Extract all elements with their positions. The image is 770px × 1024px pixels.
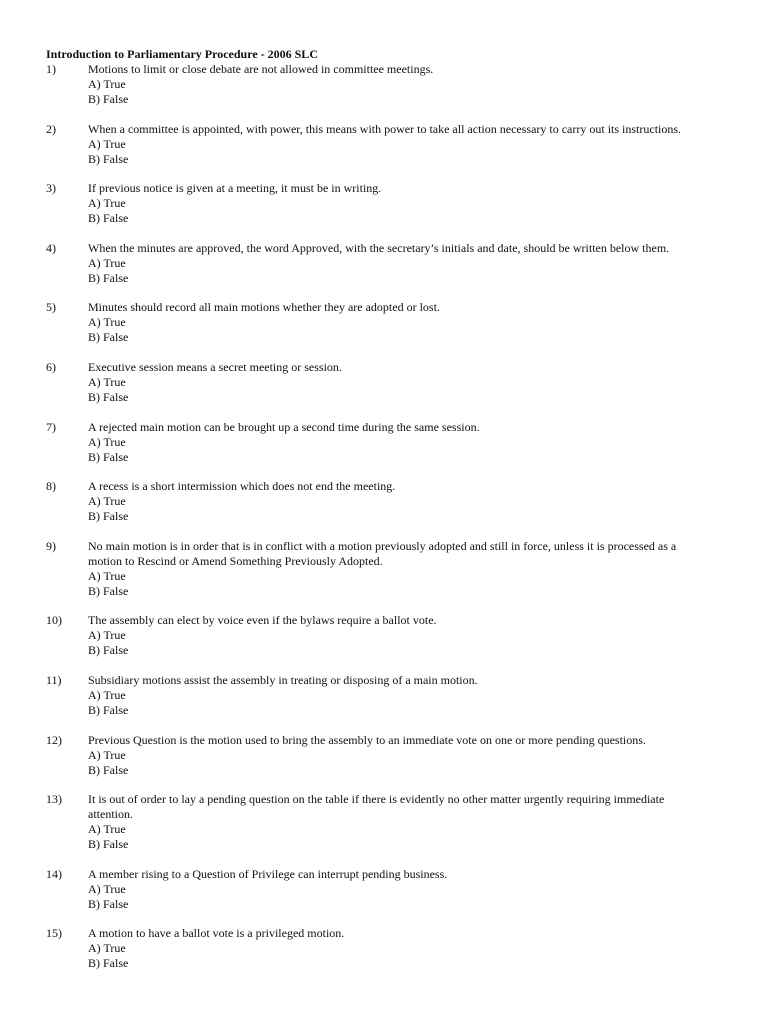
question-item bbox=[46, 673, 770, 718]
option-false: B) False bbox=[88, 702, 129, 717]
question-list bbox=[46, 62, 770, 971]
question-number: 9) bbox=[46, 538, 56, 553]
option-false: B) False bbox=[88, 270, 129, 285]
question-item bbox=[46, 867, 770, 912]
question-text: Subsidiary motions assist the assembly in treating or disposing of a main motion. bbox=[88, 672, 478, 687]
question-number: 7) bbox=[46, 419, 56, 434]
question-text: A motion to have a ballot vote is a privileged motion. bbox=[88, 926, 345, 941]
option-true: A) True bbox=[88, 628, 126, 643]
question-item bbox=[46, 241, 770, 286]
document-title: Introduction to Parliamentary Procedure - 2006 SLC bbox=[46, 47, 318, 61]
option-true: A) True bbox=[88, 494, 126, 509]
option-false: B) False bbox=[88, 956, 129, 971]
question-item bbox=[46, 479, 770, 524]
question-number: 5) bbox=[46, 300, 56, 315]
option-true: A) True bbox=[88, 687, 126, 702]
question-item bbox=[46, 62, 770, 107]
question-item bbox=[46, 420, 770, 465]
option-false: B) False bbox=[88, 92, 129, 106]
question-item bbox=[46, 926, 770, 971]
question-text: Motions to limit or close debate are not allowed in committee meetings. bbox=[88, 62, 434, 76]
option-false: B) False bbox=[88, 837, 129, 852]
question-item bbox=[46, 300, 770, 345]
option-true: A) True bbox=[88, 941, 126, 956]
question-item bbox=[46, 122, 770, 167]
option-true: A) True bbox=[88, 315, 126, 330]
question-number: 4) bbox=[46, 240, 56, 255]
question-text: A rejected main motion can be brought up a second time during the same session. bbox=[88, 419, 480, 434]
question-number: 13) bbox=[46, 792, 62, 807]
option-false: B) False bbox=[88, 151, 129, 166]
question-text: A member rising to a Question of Privilege can interrupt pending business. bbox=[88, 866, 448, 881]
option-true: A) True bbox=[88, 434, 126, 449]
option-false: B) False bbox=[88, 389, 129, 404]
question-text: If previous notice is given at a meeting, it must be in writing. bbox=[88, 181, 382, 196]
question-text: The assembly can elect by voice even if the bylaws require a ballot vote. bbox=[88, 613, 437, 628]
question-text: When the minutes are approved, the word Approved, with the secretary’s initials and date, should be written below them. bbox=[88, 240, 670, 255]
question-number: 3) bbox=[46, 181, 56, 196]
question-text: No main motion is in order that is in conflict with a motion previously adopted and still in force, unless it is processed as a motion to Rescind or Amend Something Previously Adopted. bbox=[88, 538, 677, 568]
option-true: A) True bbox=[88, 568, 126, 583]
question-item bbox=[46, 181, 770, 226]
option-false: B) False bbox=[88, 643, 129, 658]
question-text: Minutes should record all main motions whether they are adopted or lost. bbox=[88, 300, 440, 315]
question-item bbox=[46, 792, 770, 852]
question-text: A recess is a short intermission which does not end the meeting. bbox=[88, 479, 396, 494]
question-number: 2) bbox=[46, 121, 56, 136]
question-text: Executive session means a secret meeting or session. bbox=[88, 359, 342, 374]
option-true: A) True bbox=[88, 136, 126, 151]
question-number: 11) bbox=[46, 672, 62, 687]
option-false: B) False bbox=[88, 762, 129, 777]
option-false: B) False bbox=[88, 211, 129, 226]
option-true: A) True bbox=[88, 822, 126, 837]
option-true: A) True bbox=[88, 196, 126, 211]
question-number: 1) bbox=[46, 62, 56, 76]
question-item bbox=[46, 613, 770, 658]
option-true: A) True bbox=[88, 255, 126, 270]
question-number: 14) bbox=[46, 866, 62, 881]
question-number: 10) bbox=[46, 613, 62, 628]
option-true: A) True bbox=[88, 77, 126, 91]
question-text: Previous Question is the motion used to bring the assembly to an immediate vote on one or more pending questions. bbox=[88, 732, 646, 747]
question-item bbox=[46, 360, 770, 405]
question-item bbox=[46, 539, 770, 599]
option-false: B) False bbox=[88, 583, 129, 598]
option-false: B) False bbox=[88, 330, 129, 345]
question-text: When a committee is appointed, with power, this means with power to take all action necessary to carry out its instructions. bbox=[88, 121, 682, 136]
question-number: 6) bbox=[46, 359, 56, 374]
option-true: A) True bbox=[88, 374, 126, 389]
question-item bbox=[46, 733, 770, 778]
option-false: B) False bbox=[88, 449, 129, 464]
option-true: A) True bbox=[88, 747, 126, 762]
option-false: B) False bbox=[88, 896, 129, 911]
question-number: 15) bbox=[46, 926, 62, 941]
question-text: It is out of order to lay a pending question on the table if there is evidently no other matter urgently requiring immediate attention. bbox=[88, 792, 665, 822]
question-number: 8) bbox=[46, 479, 56, 494]
option-false: B) False bbox=[88, 509, 129, 524]
question-number: 12) bbox=[46, 732, 62, 747]
option-true: A) True bbox=[88, 881, 126, 896]
